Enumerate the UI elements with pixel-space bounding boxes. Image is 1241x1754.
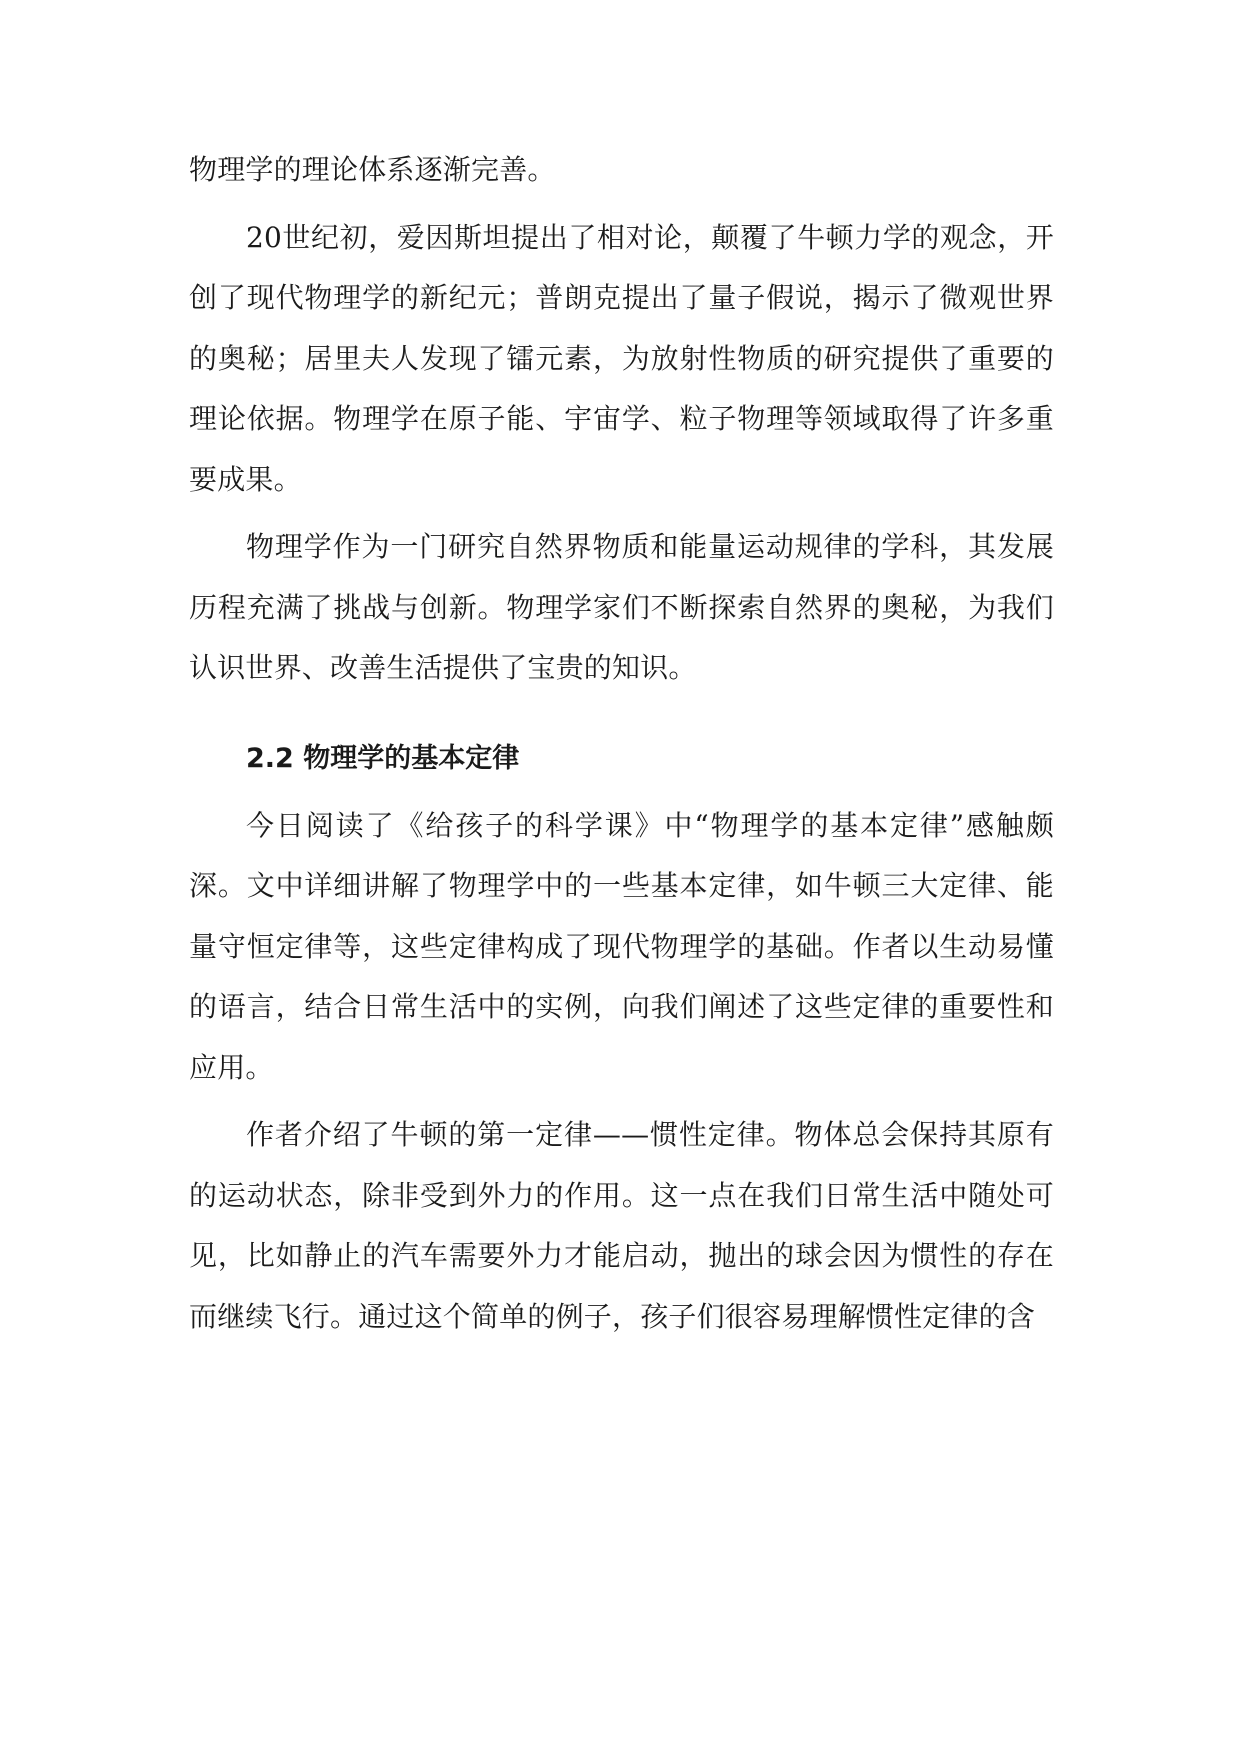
paragraph-relativity-quantum: 20世纪初，爱因斯坦提出了相对论，颠覆了牛顿力学的观念，开创了现代物理学的新纪元；普朗克提出了量子假说，揭示了微观世界的奥秘；居里夫人发现了镭元素，为放射性物质的研究提供了重要的理论依据。物理学在原子能、宇宙学、粒子物理等领域取得了许多重要成果。 (189, 220, 1054, 496)
paragraph-newton-first-law: 作者介绍了牛顿的第一定律——惯性定律。物体总会保持其原有的运动状态，除非受到外力的作用。这一点在我们日常生活中随处可见，比如静止的汽车需要外力才能启动，抛出的球会因为惯性的存在而继续飞行。通过这个简单的例子，孩子们很容易理解惯性定律的含 (189, 1118, 1054, 1333)
paragraph-reading-reflection: 今日阅读了《给孩子的科学课》中“物理学的基本定律”感触颇深。文中详细讲解了物理学中的一些基本定律，如牛顿三大定律、能量守恒定律等，这些定律构成了现代物理学的基础。作者以生动易懂的语言，结合日常生活中的实例，向我们阐述了这些定律的重要性和应用。 (189, 808, 1054, 1084)
document-body (189, 140, 1054, 1347)
paragraph-physics-summary: 物理学作为一门研究自然界物质和能量运动规律的学科，其发展历程充满了挑战与创新。物理学家们不断探索自然界的奥秘，为我们认识世界、改善生活提供了宝贵的知识。 (189, 530, 1054, 684)
section-heading: 2.2 物理学的基本定律 (246, 742, 520, 774)
paragraph-continuation: 物理学的理论体系逐渐完善。 (189, 153, 556, 186)
